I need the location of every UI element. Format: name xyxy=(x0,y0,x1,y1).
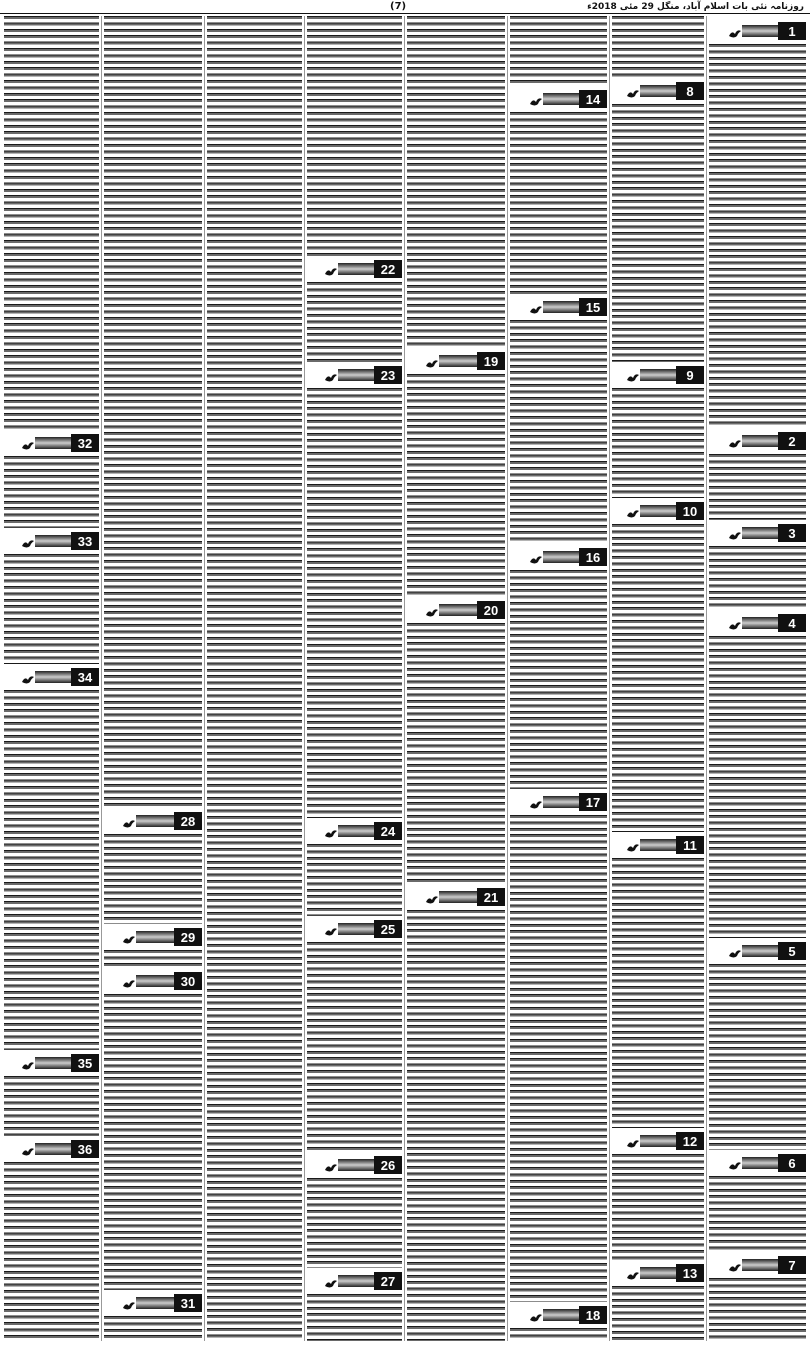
section-heading-bar xyxy=(527,793,607,811)
article-text xyxy=(307,1178,402,1268)
bird-icon xyxy=(626,369,640,381)
bird-icon xyxy=(21,535,35,547)
bird-icon xyxy=(728,25,742,37)
bird-icon xyxy=(122,815,136,827)
article-text xyxy=(4,1162,99,1341)
article-text xyxy=(612,16,704,78)
article-text xyxy=(407,623,505,884)
section-heading-bar xyxy=(19,1054,99,1072)
heading-gradient xyxy=(439,891,477,903)
section-heading-bar xyxy=(726,614,806,632)
article-text xyxy=(612,1286,704,1341)
section-heading-bar xyxy=(527,298,607,316)
article-text xyxy=(709,636,806,938)
section-heading-bar xyxy=(624,502,704,520)
column-rule xyxy=(706,16,707,1341)
section-number: 27 xyxy=(374,1272,402,1290)
article-text xyxy=(4,16,99,430)
section-number: 2 xyxy=(778,432,806,450)
text-column-2 xyxy=(610,16,706,1341)
heading-gradient xyxy=(136,931,174,943)
bird-icon xyxy=(324,369,338,381)
heading-gradient xyxy=(543,1309,579,1321)
article-text xyxy=(4,690,99,1050)
article-text xyxy=(104,16,202,808)
bird-icon xyxy=(626,85,640,97)
heading-gradient xyxy=(742,617,778,629)
section-number: 31 xyxy=(174,1294,202,1312)
section-heading-bar xyxy=(624,1132,704,1150)
bird-icon xyxy=(324,263,338,275)
heading-gradient xyxy=(35,671,71,683)
article-text xyxy=(612,1154,704,1260)
heading-gradient xyxy=(640,369,676,381)
bird-icon xyxy=(324,1275,338,1287)
section-number: 20 xyxy=(477,601,505,619)
article-text xyxy=(612,858,704,1128)
text-column-5 xyxy=(305,16,404,1341)
section-number: 25 xyxy=(374,920,402,938)
column-rule xyxy=(404,16,405,1341)
section-number: 5 xyxy=(778,942,806,960)
article-text xyxy=(510,570,607,789)
section-heading-bar xyxy=(624,1264,704,1282)
section-number: 10 xyxy=(676,502,704,520)
article-text xyxy=(407,16,505,348)
article-text xyxy=(4,1076,99,1136)
article-text xyxy=(709,1278,806,1341)
bird-icon xyxy=(324,825,338,837)
heading-gradient xyxy=(640,85,676,97)
section-heading-bar xyxy=(423,601,505,619)
article-text xyxy=(709,546,806,610)
heading-gradient xyxy=(640,839,676,851)
section-number: 28 xyxy=(174,812,202,830)
section-number: 23 xyxy=(374,366,402,384)
section-number: 16 xyxy=(579,548,607,566)
article-text xyxy=(307,1294,402,1341)
bird-icon xyxy=(425,355,439,367)
article-text xyxy=(104,950,202,968)
bird-icon xyxy=(21,437,35,449)
section-heading-bar xyxy=(527,548,607,566)
section-number: 36 xyxy=(71,1140,99,1158)
heading-gradient xyxy=(543,551,579,563)
heading-gradient xyxy=(742,945,778,957)
section-number: 21 xyxy=(477,888,505,906)
article-text xyxy=(510,1328,607,1341)
section-heading-bar xyxy=(120,812,202,830)
section-heading-bar xyxy=(624,366,704,384)
section-heading-bar xyxy=(726,1154,806,1172)
section-number: 32 xyxy=(71,434,99,452)
heading-gradient xyxy=(640,505,676,517)
heading-gradient xyxy=(35,437,71,449)
section-heading-bar xyxy=(19,668,99,686)
article-text xyxy=(612,104,704,362)
section-heading-bar xyxy=(322,260,402,278)
column-rule xyxy=(507,16,508,1341)
article-text xyxy=(709,1176,806,1252)
section-number: 29 xyxy=(174,928,202,946)
section-number: 19 xyxy=(477,352,505,370)
section-heading-bar xyxy=(726,22,806,40)
heading-gradient xyxy=(439,355,477,367)
heading-gradient xyxy=(338,825,374,837)
article-text xyxy=(307,388,402,818)
section-heading-bar xyxy=(120,972,202,990)
section-heading-bar xyxy=(423,352,505,370)
heading-gradient xyxy=(742,25,778,37)
heading-gradient xyxy=(640,1267,676,1279)
bird-icon xyxy=(626,839,640,851)
column-rule xyxy=(204,16,205,1341)
article-text xyxy=(510,320,607,544)
column-rule xyxy=(609,16,610,1341)
bird-icon xyxy=(324,923,338,935)
section-heading-bar xyxy=(726,524,806,542)
heading-gradient xyxy=(543,796,579,808)
section-number: 30 xyxy=(174,972,202,990)
section-heading-bar xyxy=(527,1306,607,1324)
section-number: 8 xyxy=(676,82,704,100)
bird-icon xyxy=(728,617,742,629)
article-text xyxy=(510,16,607,86)
section-number: 4 xyxy=(778,614,806,632)
article-text xyxy=(510,112,607,294)
section-number: 18 xyxy=(579,1306,607,1324)
bird-icon xyxy=(529,796,543,808)
section-heading-bar xyxy=(19,1140,99,1158)
bird-icon xyxy=(529,551,543,563)
heading-gradient xyxy=(338,369,374,381)
heading-gradient xyxy=(35,535,71,547)
bird-icon xyxy=(626,1267,640,1279)
section-number: 33 xyxy=(71,532,99,550)
text-column-7 xyxy=(102,16,204,1341)
section-heading-bar xyxy=(423,888,505,906)
section-number: 34 xyxy=(71,668,99,686)
section-heading-bar xyxy=(322,366,402,384)
section-number: 3 xyxy=(778,524,806,542)
heading-gradient xyxy=(439,604,477,616)
heading-gradient xyxy=(35,1143,71,1155)
heading-gradient xyxy=(742,1259,778,1271)
bird-icon xyxy=(21,1057,35,1069)
article-text xyxy=(709,44,806,428)
bird-icon xyxy=(626,505,640,517)
section-heading-bar xyxy=(527,90,607,108)
article-text xyxy=(407,374,505,597)
section-number: 17 xyxy=(579,793,607,811)
article-text xyxy=(307,942,402,1152)
article-text xyxy=(104,834,202,924)
text-column-6 xyxy=(205,16,304,1341)
heading-gradient xyxy=(338,1275,374,1287)
article-text xyxy=(407,910,505,1341)
section-heading-bar xyxy=(726,942,806,960)
article-text xyxy=(307,282,402,362)
heading-gradient xyxy=(136,975,174,987)
section-number: 7 xyxy=(778,1256,806,1274)
section-number: 12 xyxy=(676,1132,704,1150)
section-heading-bar xyxy=(322,920,402,938)
heading-gradient xyxy=(338,1159,374,1171)
text-column-8 xyxy=(2,16,101,1341)
section-heading-bar xyxy=(624,82,704,100)
article-text xyxy=(104,1316,202,1341)
heading-gradient xyxy=(338,923,374,935)
heading-gradient xyxy=(136,1297,174,1309)
bird-icon xyxy=(21,1143,35,1155)
bird-icon xyxy=(425,891,439,903)
section-number: 1 xyxy=(778,22,806,40)
article-text xyxy=(510,815,607,1302)
section-heading-bar xyxy=(322,1156,402,1174)
article-text xyxy=(612,524,704,832)
section-number: 9 xyxy=(676,366,704,384)
heading-gradient xyxy=(543,93,579,105)
heading-gradient xyxy=(742,1157,778,1169)
heading-gradient xyxy=(136,815,174,827)
heading-gradient xyxy=(35,1057,71,1069)
page-number: (7) xyxy=(390,1,407,12)
bird-icon xyxy=(122,931,136,943)
column-rule xyxy=(101,16,102,1341)
text-column-4 xyxy=(405,16,507,1341)
section-heading-bar xyxy=(120,1294,202,1312)
bird-icon xyxy=(122,1297,136,1309)
heading-gradient xyxy=(338,263,374,275)
section-heading-bar xyxy=(19,434,99,452)
bird-icon xyxy=(728,1259,742,1271)
section-number: 14 xyxy=(579,90,607,108)
article-text xyxy=(307,844,402,916)
bird-icon xyxy=(21,671,35,683)
section-number: 13 xyxy=(676,1264,704,1282)
section-heading-bar xyxy=(19,532,99,550)
article-text xyxy=(709,964,806,1150)
article-text xyxy=(104,994,202,1290)
heading-gradient xyxy=(640,1135,676,1147)
section-number: 26 xyxy=(374,1156,402,1174)
bird-icon xyxy=(728,527,742,539)
bird-icon xyxy=(122,975,136,987)
heading-gradient xyxy=(742,435,778,447)
article-text xyxy=(612,388,704,498)
bird-icon xyxy=(529,301,543,313)
article-text xyxy=(709,454,806,520)
article-text xyxy=(4,554,99,664)
bird-icon xyxy=(529,1309,543,1321)
section-number: 15 xyxy=(579,298,607,316)
masthead: روزنامہ نئی بات اسلام آباد، منگل 29 مئی 2018ء xyxy=(587,2,804,12)
header-rule xyxy=(0,13,810,14)
section-heading-bar xyxy=(624,836,704,854)
heading-gradient xyxy=(742,527,778,539)
bird-icon xyxy=(529,93,543,105)
article-text xyxy=(4,456,99,528)
bird-icon xyxy=(728,945,742,957)
text-column-3 xyxy=(508,16,609,1341)
bird-icon xyxy=(728,435,742,447)
article-text xyxy=(207,16,302,1341)
section-heading-bar xyxy=(322,1272,402,1290)
bird-icon xyxy=(425,604,439,616)
section-number: 22 xyxy=(374,260,402,278)
section-heading-bar xyxy=(726,1256,806,1274)
section-number: 6 xyxy=(778,1154,806,1172)
heading-gradient xyxy=(543,301,579,313)
section-number: 24 xyxy=(374,822,402,840)
section-heading-bar xyxy=(322,822,402,840)
bird-icon xyxy=(324,1159,338,1171)
column-rule xyxy=(304,16,305,1341)
bird-icon xyxy=(626,1135,640,1147)
text-column-1 xyxy=(707,16,808,1341)
bird-icon xyxy=(728,1157,742,1169)
section-number: 35 xyxy=(71,1054,99,1072)
article-text xyxy=(307,16,402,256)
section-heading-bar xyxy=(726,432,806,450)
section-number: 11 xyxy=(676,836,704,854)
section-heading-bar xyxy=(120,928,202,946)
